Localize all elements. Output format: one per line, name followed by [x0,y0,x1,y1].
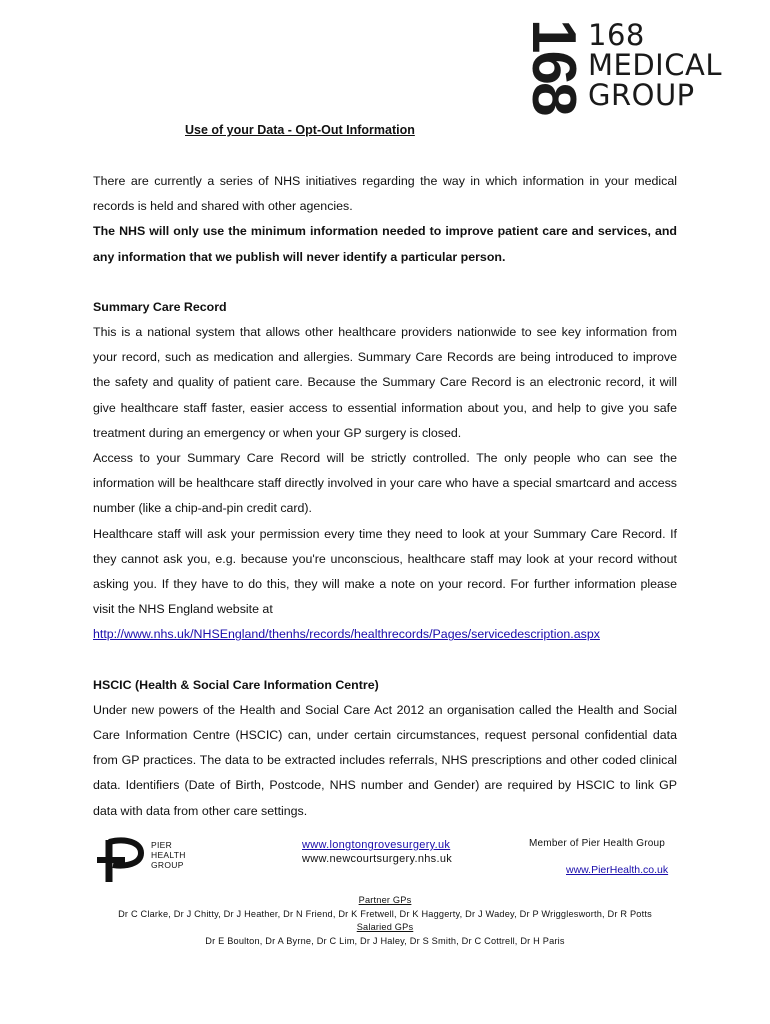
intro-paragraph: There are currently a series of NHS initiatives regarding the way in which information in your medical records is held and shared with other agencies. [93,174,677,214]
scr-paragraph-3: Healthcare staff will ask your permission every time they need to look at your Summary Care Record. If they cannot ask you, e.g. because you're unconscious, healthcare staff may look at your record without asking you. If they have to do this, they will make a note on your record. For further information please visit the NHS England website at [93,526,677,617]
salaried-gps-list: Dr E Boulton, Dr A Byrne, Dr C Lim, Dr J Haley, Dr S Smith, Dr C Cottrell, Dr H Paris [205,935,565,946]
page-title: Use of your Data - Opt-Out Information [185,123,415,137]
scr-paragraph-1: This is a national system that allows other healthcare providers nationwide to see key information from your record, such as medication and allergies. Summary Care Records are being introduced to improve the safety and quality of patient care. Because the Summary Care Record is an electronic record, it will give healthcare staff faster, easier access to essential information about you, and help to give you safe treatment during an emergency or when your GP surgery is closed. [93,325,677,440]
logo-wordmark: 168 MEDICAL GROUP [588,18,722,112]
pier-health-logo [95,836,205,884]
partner-gps-heading: Partner GPs [358,895,412,905]
logo-mark: 168 [519,19,588,114]
footer [0,832,770,962]
member-text: Member of Pier Health Group [529,838,666,849]
scr-heading: Summary Care Record [93,299,227,314]
nhs-england-link[interactable]: http://www.nhs.uk/NHSEngland/thenhs/records/healthrecords/Pages/servicedescription.aspx [93,627,600,642]
surgery-websites [302,838,452,866]
document-body [93,169,677,824]
pier-logo-text: PIER HEALTH GROUP [151,840,186,870]
pier-health-link[interactable]: www.PierHealth.co.uk [566,864,669,876]
168-medical-group-logo [518,20,748,130]
newcourt-website: www.newcourtsurgery.nhs.uk [302,853,453,865]
longton-grove-link[interactable]: www.longtongrovesurgery.uk [302,839,451,851]
pier-p-icon [95,836,151,884]
scr-paragraph-2: Access to your Summary Care Record will be strictly controlled. The only people who can see the information will be healthcare staff directly involved in your care who have a special smartcard and access number (like a chip-and-pin credit card). [93,451,677,516]
partner-gps-list: Dr C Clarke, Dr J Chitty, Dr J Heather, Dr N Friend, Dr K Fretwell, Dr K Haggerty, Dr J Wadey, Dr P Wrigglesworth, Dr R Potts [118,908,652,919]
hscic-heading: HSCIC (Health & Social Care Information Centre) [93,677,379,692]
intro-bold-statement: The NHS will only use the minimum information needed to improve patient care and services, and any information that we publish will never identify a particular person. [93,224,677,264]
hscic-paragraph: Under new powers of the Health and Social Care Act 2012 an organisation called the Health and Social Care Information Centre (HSCIC) can, under certain circumstances, request personal confidential data from GP practices. The data to be extracted includes referrals, NHS prescriptions and other coded clinical data. Identifiers (Date of Birth, Postcode, NHS number and Gender) are required by HSCIC to link GP data with data from other care settings. [93,702,677,818]
salaried-gps-heading: Salaried GPs [356,922,414,932]
gp-list [0,894,770,948]
